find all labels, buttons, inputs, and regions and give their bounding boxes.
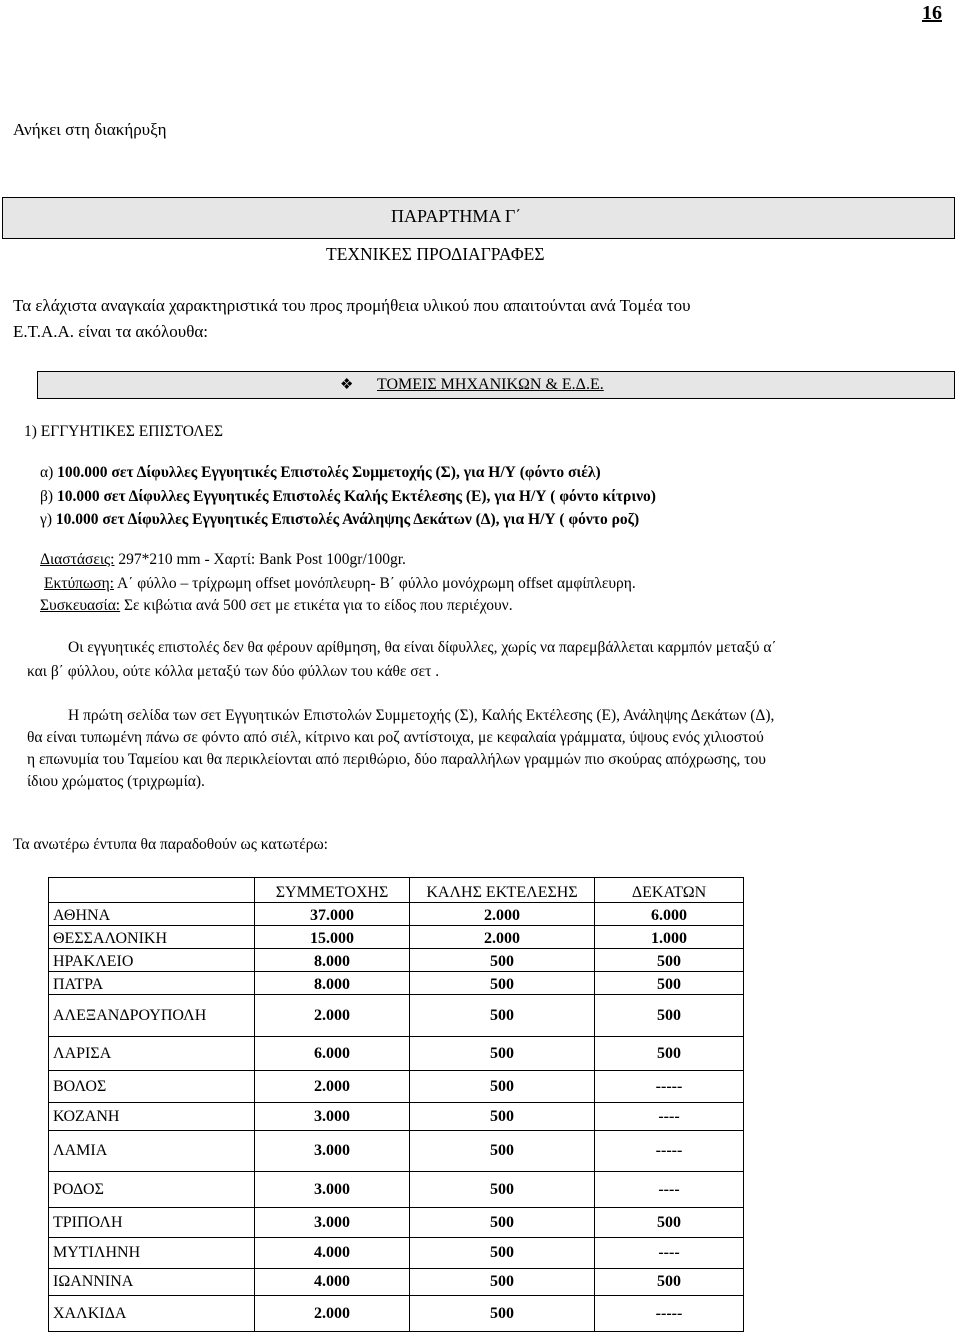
table-row <box>49 949 744 972</box>
cell-city: ΛΑΜΙΑ <box>49 1131 255 1172</box>
item-c <box>40 511 639 529</box>
packaging-value: Σε κιβώτια ανά 500 σετ με ετικέτα για το είδος που περιέχουν. <box>120 597 513 614</box>
cell-tithes: 500 <box>595 1037 744 1071</box>
cell-city: ΠΑΤΡΑ <box>49 972 255 995</box>
paragraph-2-line-3: η επωνυμία του Ταμείου και θα περικλείονται από περιθώριο, δύο παραλλήλων γραμμών πιο σκούρας απόχρωσης, του <box>27 751 766 768</box>
packaging-label: Συσκευασία: <box>40 597 121 614</box>
dimensions-label: Διαστάσεις: <box>40 551 115 568</box>
cell-tithes: ---- <box>595 1103 744 1131</box>
printing-value: Α΄ φύλλο – τρίχρωμη offset μονόπλευρη- Β΄ φύλλο μονόχρωμη offset αμφίπλευρη. <box>113 575 636 592</box>
cell-tithes: 500 <box>595 1208 744 1238</box>
table-row <box>49 1172 744 1208</box>
cell-participation: 4.000 <box>255 1269 410 1296</box>
item-b-prefix: β) <box>40 488 57 505</box>
cell-participation: 2.000 <box>255 995 410 1037</box>
intro-line-1: Τα ελάχιστα αναγκαία χαρακτηριστικά του προς προμήθεια υλικού που απαιτούνται ανά Τομέα του <box>13 296 691 315</box>
cell-city: ΑΛΕΞΑΝΔΡΟΥΠΟΛΗ <box>49 995 255 1037</box>
header-good-performance: ΚΑΛΗΣ ΕΚΤΕΛΕΣΗΣ <box>410 878 595 903</box>
annex-banner <box>2 197 955 239</box>
cell-city: ΗΡΑΚΛΕΙΟ <box>49 949 255 972</box>
cell-city: ΡΟΔΟΣ <box>49 1172 255 1208</box>
cell-good-performance: 500 <box>410 1269 595 1296</box>
item-a-text: 100.000 σετ Δίφυλλες Εγγυητικές Επιστολές Συμμετοχής (Σ), για Η/Υ (φόντο σιέλ) <box>57 464 601 481</box>
table-row <box>49 1238 744 1269</box>
annex-title: ΠΑΡΑΡΤΗΜΑ Γ΄ <box>391 206 522 226</box>
printing-label: Εκτύπωση: <box>44 575 114 592</box>
cell-tithes: 500 <box>595 1269 744 1296</box>
cell-city: ΒΟΛΟΣ <box>49 1071 255 1103</box>
header-tithes: ΔΕΚΑΤΩΝ <box>595 878 744 903</box>
dimensions-value: 297*210 mm - Χαρτί: Bank Post 100gr/100gr. <box>114 551 406 568</box>
header-city <box>49 878 255 903</box>
cell-good-performance: 500 <box>410 1238 595 1269</box>
distribution-table <box>48 877 744 1332</box>
belongs-to-note: Ανήκει στη διακήρυξη <box>13 120 167 139</box>
table-row <box>49 1131 744 1172</box>
table-row <box>49 972 744 995</box>
paragraph-2-line-1: Η πρώτη σελίδα των σετ Εγγυητικών Επιστολών Συμμετοχής (Σ), Καλής Εκτέλεσης (Ε), Ανάληψης Δεκάτων (Δ), <box>68 707 775 724</box>
item-b-text: 10.000 σετ Δίφυλλες Εγγυητικές Επιστολές Καλής Εκτέλεσης (Ε), για Η/Υ ( φόντο κίτρινο) <box>56 488 656 505</box>
cell-tithes: ---- <box>595 1172 744 1208</box>
cell-good-performance: 500 <box>410 1071 595 1103</box>
header-participation: ΣΥΜΜΕΤΟΧΗΣ <box>255 878 410 903</box>
paragraph-1-line-2: και β΄ φύλλου, ούτε κόλλα μεταξύ των δύο φύλλων του κάθε σετ . <box>27 663 440 680</box>
cell-good-performance: 500 <box>410 1208 595 1238</box>
cell-participation: 2.000 <box>255 1071 410 1103</box>
cell-city: ΘΕΣΣΑΛΟΝΙΚΗ <box>49 926 255 949</box>
sector-title: ΤΟΜΕΙΣ ΜΗΧΑΝΙΚΩΝ & Ε.Δ.Ε. <box>377 376 604 393</box>
table-row <box>49 1103 744 1131</box>
cell-participation: 2.000 <box>255 1296 410 1332</box>
cell-participation: 3.000 <box>255 1103 410 1131</box>
cell-good-performance: 500 <box>410 1037 595 1071</box>
cell-city: ΚΟΖΑΝΗ <box>49 1103 255 1131</box>
cell-city: ΧΑΛΚΙΔΑ <box>49 1296 255 1332</box>
cell-participation: 3.000 <box>255 1172 410 1208</box>
cell-good-performance: 500 <box>410 1172 595 1208</box>
cell-good-performance: 500 <box>410 972 595 995</box>
cell-tithes: 6.000 <box>595 903 744 926</box>
item-b <box>40 488 656 506</box>
cell-tithes: ---- <box>595 1238 744 1269</box>
item-a-prefix: α) <box>40 464 58 481</box>
cell-good-performance: 500 <box>410 1131 595 1172</box>
cell-city: ΛΑΡΙΣΑ <box>49 1037 255 1071</box>
table-row <box>49 1269 744 1296</box>
paragraph-2-line-2: θα είναι τυπωμένη πάνω σε φόντο από σιέλ, κίτρινο και ροζ αντίστοιχα, με κεφαλαία γράμματα, ύψους ενός χιλιοστού <box>27 729 764 746</box>
cell-participation: 3.000 <box>255 1131 410 1172</box>
cell-city: ΙΩΑΝΝΙΝΑ <box>49 1269 255 1296</box>
cell-city: ΑΘΗΝΑ <box>49 903 255 926</box>
intro-line-2: Ε.Τ.Α.Α. είναι τα ακόλουθα: <box>13 322 208 341</box>
table-row <box>49 926 744 949</box>
cell-participation: 37.000 <box>255 903 410 926</box>
cell-participation: 15.000 <box>255 926 410 949</box>
cell-tithes: ----- <box>595 1296 744 1332</box>
cell-city: ΤΡΙΠΟΛΗ <box>49 1208 255 1238</box>
table-row <box>49 1208 744 1238</box>
cell-city: ΜΥΤΙΛΗΝΗ <box>49 1238 255 1269</box>
cell-good-performance: 2.000 <box>410 903 595 926</box>
item-a <box>40 464 601 482</box>
cell-tithes: ----- <box>595 1131 744 1172</box>
diamond-bullet-icon: ❖ <box>340 377 354 393</box>
cell-good-performance: 2.000 <box>410 926 595 949</box>
cell-good-performance: 500 <box>410 1296 595 1332</box>
table-header-row <box>49 878 744 903</box>
cell-tithes: 500 <box>595 972 744 995</box>
cell-participation: 8.000 <box>255 949 410 972</box>
paragraph-1-line-1: Οι εγγυητικές επιστολές δεν θα φέρουν αρίθμηση, θα είναι δίφυλλες, χωρίς να παρεμβάλλεται καρμπόν μεταξύ α΄ <box>68 639 777 656</box>
item-c-prefix: γ) <box>40 511 56 528</box>
cell-good-performance: 500 <box>410 1103 595 1131</box>
cell-tithes: ----- <box>595 1071 744 1103</box>
item-c-text: 10.000 σετ Δίφυλλες Εγγυητικές Επιστολές Ανάληψης Δεκάτων (Δ), για Η/Υ ( φόντο ροζ) <box>55 511 640 528</box>
cell-participation: 3.000 <box>255 1208 410 1238</box>
spec-dimensions <box>40 551 406 569</box>
cell-participation: 6.000 <box>255 1037 410 1071</box>
sector-box <box>37 371 955 399</box>
cell-participation: 8.000 <box>255 972 410 995</box>
cell-tithes: 1.000 <box>595 926 744 949</box>
spec-title: ΤΕΧΝΙΚΕΣ ΠΡΟΔΙΑΓΡΑΦΕΣ <box>326 244 545 264</box>
table-row <box>49 1071 744 1103</box>
cell-good-performance: 500 <box>410 949 595 972</box>
cell-tithes: 500 <box>595 949 744 972</box>
delivery-intro: Τα ανωτέρω έντυπα θα παραδοθούν ως κατωτέρω: <box>13 836 328 853</box>
spec-packaging <box>40 597 513 615</box>
table-row <box>49 903 744 926</box>
table-row <box>49 1037 744 1071</box>
table-row <box>49 1296 744 1332</box>
paragraph-2-line-4: ίδιου χρώματος (τριχρωμία). <box>27 773 205 790</box>
page-number: 16 <box>922 2 942 24</box>
cell-participation: 4.000 <box>255 1238 410 1269</box>
table-row <box>49 995 744 1037</box>
spec-printing <box>44 575 636 593</box>
cell-tithes: 500 <box>595 995 744 1037</box>
cell-good-performance: 500 <box>410 995 595 1037</box>
section-1-title: 1) ΕΓΓΥΗΤΙΚΕΣ ΕΠΙΣΤΟΛΕΣ <box>24 423 223 440</box>
